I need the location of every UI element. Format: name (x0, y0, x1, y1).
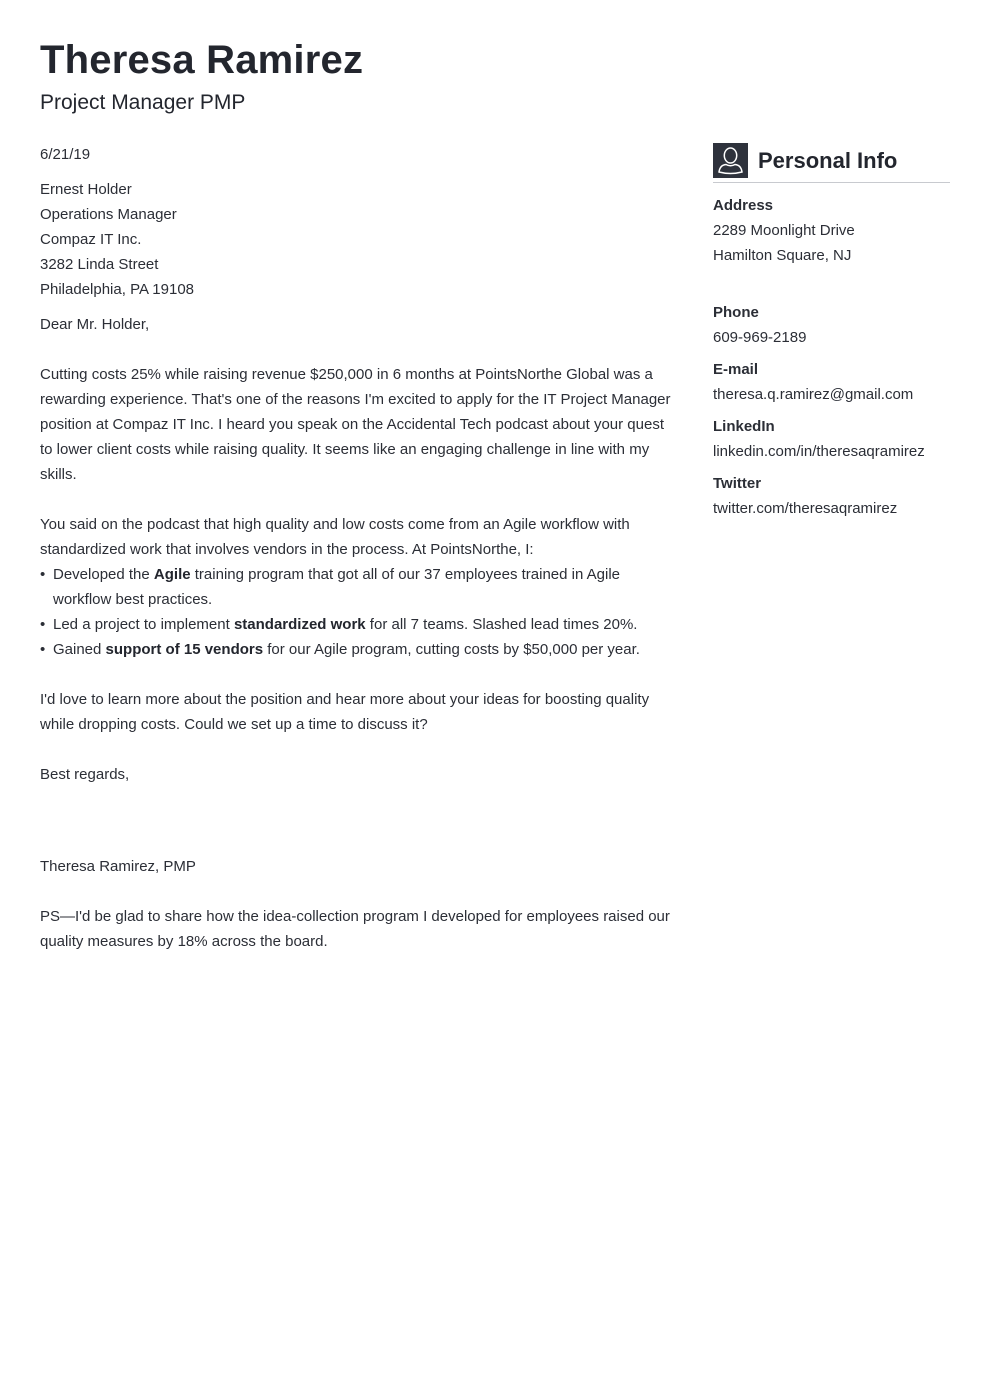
signoff: Best regards, (40, 766, 130, 783)
phone-value: 609-969-2189 (713, 329, 807, 346)
linkedin-field (713, 415, 950, 464)
list-item: • Led a project to implement standardized work for all 7 teams. Slashed lead times 20%. (40, 612, 680, 637)
linkedin-label: LinkedIn (713, 418, 775, 435)
personal-info-header (713, 143, 950, 183)
closing-paragraph: I'd love to learn more about the position and hear more about your ideas for boosting quality while dropping costs. Could we set up a time to discuss it? (40, 691, 650, 733)
address-label: Address (713, 197, 774, 214)
email-label: E-mail (713, 361, 759, 378)
recipient-name: Ernest Holder (40, 181, 132, 198)
opening-paragraph: Cutting costs 25% while raising revenue $250,000 in 6 months at PointsNorthe Global was a rewarding experience. That's one of the reasons I'm excited to apply for the IT Project Manager position at Compaz IT Inc. I heard you speak on the Accidental Tech podcast about your quest to lower client costs while raising quality. It seems like an engaging challenge in line with my skills. (40, 366, 671, 483)
address-line-2: Hamilton Square, NJ (713, 247, 852, 264)
letter-body (40, 142, 680, 954)
email-field (713, 358, 950, 407)
email-value: theresa.q.ramirez@gmail.com (713, 386, 914, 403)
user-icon (713, 143, 748, 178)
phone-label: Phone (713, 304, 759, 321)
achievements-list (40, 562, 680, 662)
personal-info-title: Personal Info (758, 148, 898, 173)
greeting: Dear Mr. Holder, (40, 316, 150, 333)
postscript: PS—I'd be glad to share how the idea-collection program I developed for employees raised our quality measures by 18% across the board. (40, 908, 670, 950)
recipient-block (40, 177, 680, 302)
personal-info-sidebar (713, 143, 950, 529)
address-field (713, 194, 950, 268)
twitter-value: twitter.com/theresaqramirez (713, 500, 898, 517)
achievements-intro: You said on the podcast that high quality and low costs come from an Agile workflow with standardized work that involves vendors in the process. At PointsNorthe, I: (40, 516, 630, 558)
linkedin-value: linkedin.com/in/theresaqramirez (713, 443, 925, 460)
twitter-label: Twitter (713, 475, 762, 492)
recipient-company: Compaz IT Inc. (40, 231, 142, 248)
list-item: • Developed the Agile training program that got all of our 37 employees trained in Agile workflow best practices. (40, 562, 680, 612)
phone-field (713, 301, 950, 350)
applicant-name: Theresa Ramirez (40, 38, 364, 82)
recipient-street: 3282 Linda Street (40, 256, 159, 273)
address-line-1: 2289 Moonlight Drive (713, 222, 855, 239)
list-item: • Gained support of 15 vendors for our Agile program, cutting costs by $50,000 per year. (40, 637, 680, 662)
applicant-job-title: Project Manager PMP (40, 91, 246, 114)
signature: Theresa Ramirez, PMP (40, 858, 196, 875)
recipient-city: Philadelphia, PA 19108 (40, 281, 195, 298)
recipient-title: Operations Manager (40, 206, 177, 223)
letter-date: 6/21/19 (40, 146, 91, 163)
twitter-field (713, 472, 950, 521)
header (40, 36, 363, 115)
